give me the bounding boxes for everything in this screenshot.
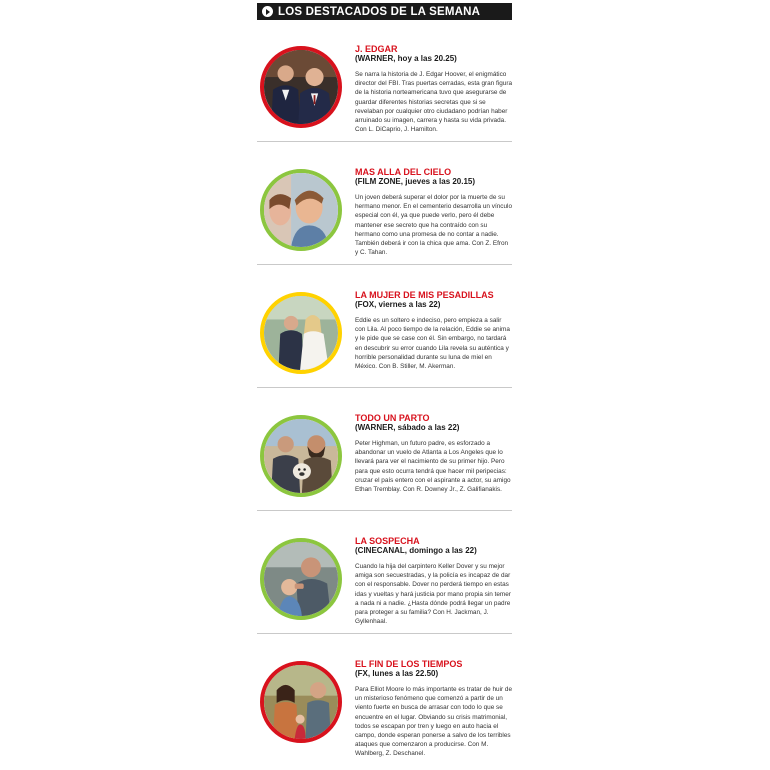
divider [257, 633, 512, 634]
movie-item [257, 145, 512, 265]
movie-item [257, 268, 512, 388]
movie-still-image [264, 665, 338, 739]
movie-photo [260, 538, 342, 620]
movie-item [257, 22, 512, 142]
movie-title: TODO UN PARTO [355, 413, 430, 423]
movie-channel-time: (CINECANAL, domingo a las 22) [355, 546, 477, 555]
section-header [257, 3, 512, 20]
movie-title: EL FIN DE LOS TIEMPOS [355, 659, 463, 669]
divider [257, 387, 512, 388]
divider [257, 141, 512, 142]
movie-channel-time: (FILM ZONE, jueves a las 20.15) [355, 177, 476, 186]
movie-description: Se narra la historia de J. Edgar Hoover, el enigmático director del FBI. Tras puertas cerradas, esta gran figura de la historia norteamericana tuvo que asegurarse de guardar diferentes historias secretas que si se revelaban por cualquier otro ciudadano podrían haber arruinado su imagen, carrera y hasta su vida privada. Con L. DiCaprio, J. Hamilton. [355, 71, 512, 134]
movie-still-image [264, 419, 338, 493]
movie-still-image [264, 50, 338, 124]
movie-channel-time: (FX, lunes a las 22.50) [355, 669, 439, 678]
movie-photo [260, 661, 342, 743]
movie-title: LA MUJER DE MIS PESADILLAS [355, 290, 494, 300]
movie-description: Para Elliot Moore lo más importante es tratar de huir de un misterioso fenómeno que comenzó a partir de un viento fuerte en busca de arrasar con todo lo que se encuentre en el lugar. Obviando su crisis matrimonial, todos se escapan por tren y luego en auto hacia el campo, donde esperan ponerse a salvo de los terribles ataques que comenzaron a producirse. Con M. Wahlberg, Z. Deschanel. [355, 686, 512, 758]
movie-photo [260, 292, 342, 374]
movie-photo [260, 46, 342, 128]
movie-item [257, 514, 512, 634]
movie-channel-time: (WARNER, sábado a las 22) [355, 423, 460, 432]
movie-channel-time: (FOX, viernes a las 22) [355, 300, 441, 309]
movie-still-image [264, 173, 338, 247]
movie-photo [260, 169, 342, 251]
movie-description: Cuando la hija del carpintero Keller Dover y su mejor amiga son secuestradas, y la policía es incapaz de dar con el responsable. Dover no perderá tiempo en estas idas y vueltas y hará justicia por mano propia sin temer a nada ni a nadie. ¿Hasta dónde podrá llegar un padre para proteger a su familia? Con H. Jackman, J. Gyllenhaal. [355, 563, 511, 626]
section-title: LOS DESTACADOS DE LA SEMANA [278, 5, 481, 18]
movie-description: Eddie es un soltero e indeciso, pero empieza a salir con Lila. Al poco tiempo de la relación, Eddie se anima y le pide que se case con él. Sin embargo, no tardará en descubrir su error cuando Lila revela su auténtica y horrible personalidad durante su luna de miel en México. Con B. Stiller, M. Akerman. [355, 317, 510, 371]
movie-photo [260, 415, 342, 497]
movie-description: Peter Highman, un futuro padre, es esforzado a abandonar un vuelo de Atlanta a Los Angeles que lo llevará para ver el nacimiento de su primer hijo. Pero para que esto ocurra tendrá que hacer mil peripecias: cruzar el país entero con el aspirante a actor, su amigo Ethan Tremblay. Con R. Downey Jr., Z. Galifianakis. [355, 440, 511, 494]
movie-title: J. EDGAR [355, 44, 398, 54]
movie-item [257, 637, 512, 757]
movie-still-image [264, 296, 338, 370]
movie-item [257, 391, 512, 511]
movie-channel-time: (WARNER, hoy a las 20.25) [355, 54, 457, 63]
divider [257, 510, 512, 511]
movie-still-image [264, 542, 338, 616]
play-bullet-icon [262, 6, 273, 17]
divider [257, 264, 512, 265]
movie-description: Un joven deberá superar el dolor por la muerte de su hermano menor. En el cementerio desarrolla un vínculo especial con él, ya que puede verlo, pero él debe mantener ese secreto que ha contraído con su hermano como una promesa de no contar a nadie. También deberá ir con la chica que ama. Con Z. Efron y C. Tahan. [355, 194, 513, 257]
movie-title: MAS ALLA DEL CIELO [355, 167, 452, 177]
movie-title: LA SOSPECHA [355, 536, 420, 546]
